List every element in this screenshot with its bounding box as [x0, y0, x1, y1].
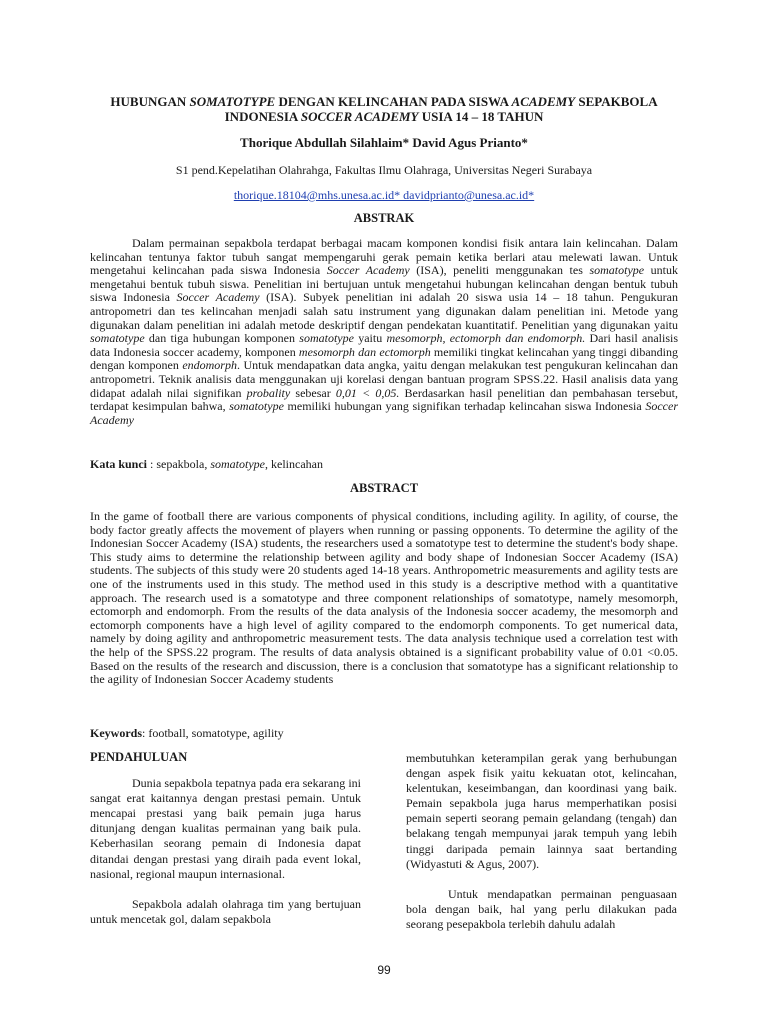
keywords-value: : football, somatotype, agility: [142, 726, 284, 740]
abstrak-heading: ABSTRAK: [353, 211, 415, 225]
paper-title: [80, 94, 688, 124]
affiliation: S1 pend.Kepelatihan Olahrahga, Fakultas Ilmu Olahraga, Universitas Negeri Surabaya: [175, 163, 593, 177]
left-paragraph-1: Dunia sepakbola tepatnya pada era sekarang ini sangat erat kaitannya dengan prestasi pemain. Untuk mencapai prestasi yang baik pemain juga harus ditunjang dengan kualitas permainan yang baik pula. Keberhasilan seorang pemain di Indonesia dapat ditandai dengan prestasi yang diraih pada event lokal, nasional, regional maupun internasional.: [90, 776, 361, 881]
left-column: [90, 750, 361, 927]
title-italic-somatotype: SOMATOTYPE: [189, 94, 276, 109]
author-list: Thorique Abdullah Silahlaim* David Agus Prianto*: [240, 135, 528, 150]
author-emails-link[interactable]: thorique.18104@mhs.unesa.ac.id* davidprianto@unesa.ac.id*: [233, 188, 535, 202]
pendahuluan-heading: PENDAHULUAN: [90, 750, 188, 764]
page-number: 99: [377, 963, 391, 977]
kata-kunci: Kata kunci : sepakbola, somatotype, kelincahan: [90, 457, 323, 471]
title-text: DENGAN KELINCAHAN PADA SISWA: [275, 94, 512, 109]
kata-kunci-label: Kata kunci: [90, 457, 148, 471]
title-text: HUBUNGAN: [110, 94, 190, 109]
title-text: INDONESIA: [224, 109, 301, 124]
abstract-text: In the game of football there are various components of physical conditions, including agility. In agility, of course, the body factor greatly affects the movement of players when running or passing opponents. To determine the agility of the Indonesian Soccer Academy (ISA) students, the researchers used a somatotype test to determine the student's body shape. This study aims to determine the relationship between agility and body shape of Indonesian Soccer Academy (ISA) students. The subjects of this study were 20 students aged 14-18 years. Anthropometric measurements and agility tests are one of the instruments used in this study. The method used in this study is a descriptive method with a quantitative approach. The research used is a somatotype and three component relationships of somatotype, namely mesomorph, ectomorph and endomorph. From the results of the data analysis of the Indonesia soccer academy, the mesomorph and ectomorph components have a high level of agility compared to the endomorph components. To get numerical data, namely by doing agility and anthropometric measurement tests. The data analysis technique used a correlation test with the help of the SPSS.22 program. The results of data analysis obtained is a significant probability value of 0.01 <0.05. Based on the results of the research and discussion, there is a conclusion that somatotype has a significant relationship to the agility of Indonesian Soccer Academy students: [90, 509, 678, 687]
abstract-heading: ABSTRACT: [349, 481, 419, 495]
keywords: [90, 727, 678, 741]
title-italic-academy: ACADEMY: [511, 94, 576, 109]
title-text: USIA 14 – 18 TAHUN: [418, 109, 544, 124]
abstrak-body: Dalam permainan sepakbola terdapat berbagai macam komponen kondisi fisik antara lain kelincahan. Dalam kelincahan tentunya faktor tubuh sangat mempengaruhi gerak pemain ketika berlari atau melewati lawan. Untuk mengetahui kelincahan pada siswa Indonesia Soccer Academy (ISA), peneliti menggunakan tes somatotype untuk mengetahui bentuk tubuh siswa. Penelitian ini bertujuan untuk mengetahui hubungan kelincahan dengan bentuk tubuh siswa Indonesia Soccer Academy (ISA). Subyek penelitian ini adalah 20 siswa usia 14 – 18 tahun. Pengukuran antropometri dan tes kelincahan menjadi salah satu instrument yang digunakan dalam penelitian ini. Metode yang digunakan dalam penelitian ini adalah metode deskriptif dengan pendekatan kuantitatif. Penelitian yang digunakan yaitu somatotype dan tiga hubungan komponen somatotype yaitu mesomorph, ectomorph dan endomorph. Dari hasil analisis data Indonesia soccer academy, komponen mesomorph dan ectomorph memiliki tingkat kelincahan yang tinggi dibanding dengan komponen endomorph. Untuk mendapatkan data angka, yaitu dengan melakukan test pengukuran kelincahan dan antropometri. Teknik analisis data menggunakan uji korelasi dengan bantuan program SPSS.22. Hasil analisis data yang didapat adalah nilai signifikan probality sebesar 0,01 < 0,05. Berdasarkan hasil penelitian dan pembahasan tersebut, terdapat kesimpulan bahwa, somatotype memiliki hubungan yang signifikan terhadap kelincahan siswa Indonesia Soccer Academy: [90, 236, 679, 427]
title-text: SEPAKBOLA: [575, 94, 658, 109]
right-column: [406, 751, 677, 932]
keywords-label: Keywords: [90, 726, 142, 740]
left-paragraph-2: Sepakbola adalah olahraga tim yang bertujuan untuk mencetak gol, dalam sepakbola: [90, 896, 361, 926]
abstract-body: [90, 510, 678, 687]
right-paragraph-1: membutuhkan keterampilan gerak yang berhubungan dengan aspek fisik yaitu kekuatan otot, kelincahan, kelentukan, keseimbangan, dan koordinasi yang baik. Pemain sepakbola juga harus memperhatikan posisi pemain seperti seorang pemain gelandang (tengah) dan belakang tengah mempunyai jarak tempuh yang lebih tinggi daripada pemain lainnya saat bertanding (Widyastuti & Agus, 2007).: [406, 751, 677, 871]
title-italic-soccer-academy: SOCCER ACADEMY: [300, 109, 419, 124]
right-paragraph-2: Untuk mendapatkan permainan penguasaan bola dengan baik, hal yang perlu dilakukan pada seorang pesepakbola terlebih dahulu adalah: [406, 886, 677, 931]
